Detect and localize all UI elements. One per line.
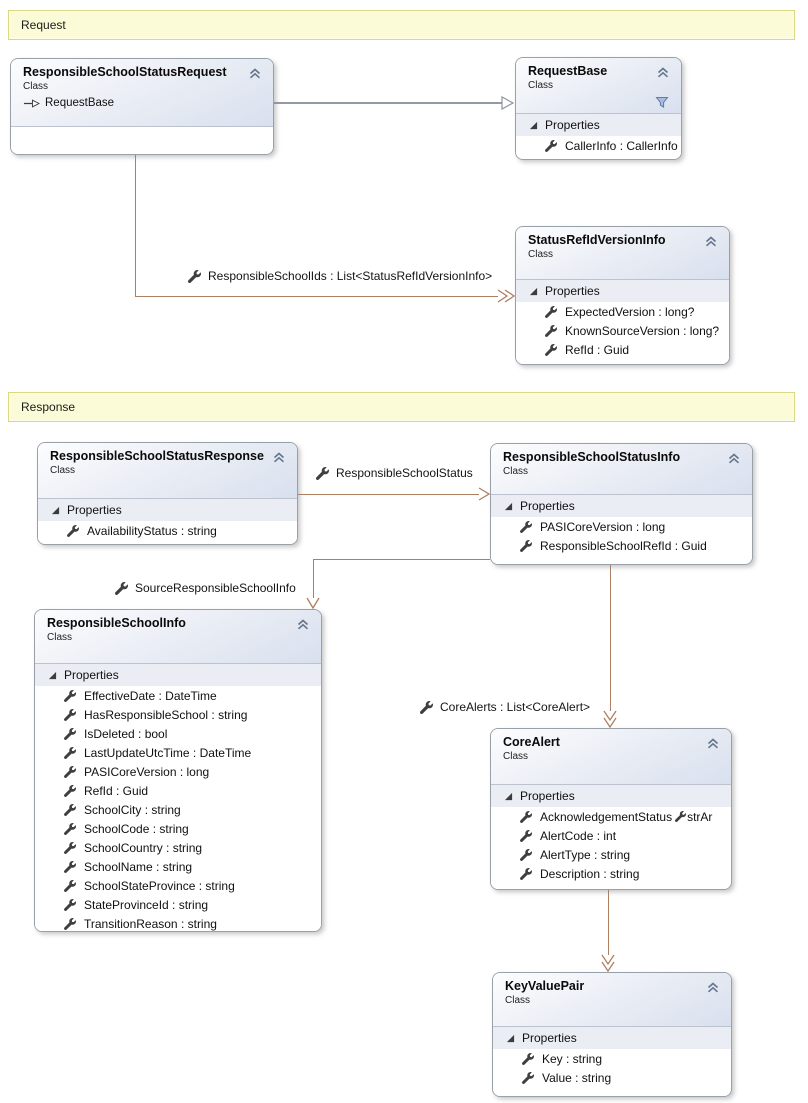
property-wrench-icon [64, 823, 76, 835]
association-connector-responsible-school-ids[interactable] [135, 296, 498, 297]
property-row[interactable] [491, 864, 731, 883]
property-text: CallerInfo : CallerInfo [565, 138, 678, 153]
property-wrench-icon [64, 709, 76, 721]
property-text: IsDeleted : bool [84, 726, 168, 741]
members-compartment [516, 113, 681, 159]
double-chevron-right-arrowhead-icon [497, 289, 515, 303]
property-text: AlertType : string [540, 847, 631, 862]
property-wrench-icon [420, 701, 433, 714]
association-connector-source-responsible-school-info[interactable] [313, 559, 314, 598]
properties-section-header[interactable] [35, 664, 321, 686]
class-name: ResponsibleSchoolStatusRequest [23, 65, 227, 79]
members-compartment [516, 279, 729, 364]
association-connector-responsible-school-status[interactable] [298, 494, 479, 495]
property-text: PASICoreVersion : long [540, 519, 666, 534]
association-label-responsible-school-ids[interactable] [188, 269, 492, 283]
class-box-responsible-school-status-info[interactable] [490, 443, 753, 565]
association-label-core-alerts[interactable] [420, 700, 590, 714]
class-stereotype: Class [505, 995, 531, 1006]
class-box-header [38, 443, 297, 498]
class-stereotype: Class [47, 632, 73, 643]
property-row[interactable] [35, 838, 321, 857]
section-label: Properties [520, 499, 575, 513]
property-wrench-icon [520, 540, 532, 552]
collapse-chevron-icon[interactable] [296, 618, 310, 630]
property-row[interactable] [516, 321, 729, 340]
property-text-pre: AcknowledgementStatus [540, 809, 673, 824]
members-compartment [493, 1026, 731, 1096]
property-text: ExpectedVersion : long? [565, 304, 695, 319]
property-row[interactable] [516, 136, 681, 155]
class-name: ResponsibleSchoolInfo [47, 616, 186, 630]
section-label: Properties [522, 1031, 577, 1045]
section-expander-icon[interactable] [48, 671, 57, 680]
class-name: KeyValuePair [505, 979, 585, 993]
property-row[interactable] [35, 857, 321, 876]
property-wrench-icon [520, 811, 532, 823]
overlapping-wrench-icon [675, 811, 686, 822]
class-stereotype: Class [528, 249, 554, 260]
section-expander-icon[interactable] [506, 1034, 515, 1043]
property-text: EffectiveDate : DateTime [84, 688, 217, 703]
collapse-chevron-icon[interactable] [727, 452, 741, 464]
property-text: RefId : Guid [84, 783, 149, 798]
property-wrench-icon [64, 861, 76, 873]
property-text: Value : string [542, 1070, 612, 1085]
class-stereotype: Class [50, 465, 76, 476]
association-connector-source-responsible-school-info[interactable] [313, 559, 490, 560]
class-box-key-value-pair[interactable] [492, 972, 732, 1097]
property-row[interactable] [516, 340, 729, 359]
property-text: SchoolCode : string [84, 821, 189, 836]
properties-section-header[interactable] [491, 785, 731, 807]
property-row[interactable] [35, 914, 321, 932]
inheritance-connector[interactable] [274, 102, 502, 104]
property-text: TransitionReason : string [84, 916, 217, 931]
class-box-header [491, 444, 752, 494]
class-box-request-base[interactable] [515, 57, 682, 160]
property-wrench-icon [545, 140, 557, 152]
property-wrench-icon [520, 868, 532, 880]
property-row[interactable] [35, 724, 321, 743]
association-label-text: ResponsibleSchoolStatus [336, 466, 473, 480]
section-expander-icon[interactable] [504, 792, 513, 801]
class-box-header [516, 58, 681, 113]
members-compartment [491, 784, 731, 889]
association-connector-responsible-school-ids[interactable] [135, 155, 136, 296]
section-label: Properties [64, 668, 119, 682]
property-text: LastUpdateUtcTime : DateTime [84, 745, 252, 760]
property-text-post: strAr [687, 809, 713, 824]
empty-compartment [11, 126, 273, 154]
property-wrench-icon [316, 467, 329, 480]
property-text: SchoolName : string [84, 859, 193, 874]
property-wrench-icon [64, 918, 76, 930]
class-stereotype: Class [503, 751, 529, 762]
property-wrench-icon [520, 830, 532, 842]
property-wrench-icon [64, 880, 76, 892]
property-row[interactable] [491, 536, 752, 555]
collapse-chevron-icon[interactable] [704, 235, 718, 247]
class-stereotype: Class [23, 81, 49, 92]
property-text [540, 810, 712, 824]
section-expander-icon[interactable] [51, 506, 60, 515]
property-text: KnownSourceVersion : long? [565, 323, 720, 338]
chevron-down-arrowhead-icon [306, 597, 320, 609]
class-box-header [493, 973, 731, 1026]
property-row[interactable] [35, 686, 321, 705]
property-wrench-icon [520, 521, 532, 533]
base-type-name: RequestBase [45, 97, 115, 109]
property-wrench-icon [64, 690, 76, 702]
collapse-chevron-icon[interactable] [272, 451, 286, 463]
property-wrench-icon [545, 344, 557, 356]
properties-section-header[interactable] [493, 1027, 731, 1049]
collapse-chevron-icon[interactable] [248, 67, 262, 79]
filter-icon[interactable] [655, 96, 669, 109]
section-label: Properties [67, 503, 122, 517]
property-wrench-icon [115, 582, 128, 595]
members-compartment [35, 663, 321, 932]
property-row[interactable] [35, 876, 321, 895]
property-text: AlertCode : int [540, 828, 617, 843]
base-type-row[interactable] [23, 97, 261, 109]
property-text: StateProvinceId : string [84, 897, 209, 912]
group-banner-label: Response [21, 400, 76, 414]
class-name: ResponsibleSchoolStatusInfo [503, 450, 681, 464]
property-wrench-icon [522, 1072, 534, 1084]
property-wrench-icon [64, 785, 76, 797]
property-row[interactable] [35, 762, 321, 781]
members-compartment [491, 494, 752, 564]
property-text: RefId : Guid [565, 342, 630, 357]
section-label: Properties [545, 118, 600, 132]
property-text: Description : string [540, 866, 640, 881]
property-row[interactable] [493, 1049, 731, 1068]
property-row[interactable] [493, 1068, 731, 1087]
class-name: StatusRefIdVersionInfo [528, 233, 666, 247]
property-row[interactable] [35, 781, 321, 800]
members-compartment [38, 498, 297, 544]
inheritance-arrow-icon [23, 99, 40, 108]
section-label: Properties [520, 789, 575, 803]
property-row[interactable] [491, 845, 731, 864]
property-text: HasResponsibleSchool : string [84, 707, 248, 722]
class-stereotype: Class [528, 80, 554, 91]
property-wrench-icon [67, 525, 79, 537]
property-wrench-icon [64, 766, 76, 778]
section-label: Properties [545, 284, 600, 298]
property-text: SchoolCity : string [84, 802, 181, 817]
collapse-chevron-icon[interactable] [656, 66, 670, 78]
property-wrench-icon [188, 270, 201, 283]
section-expander-icon[interactable] [529, 287, 538, 296]
association-label-text: CoreAlerts : List<CoreAlert> [440, 700, 591, 714]
property-wrench-icon [64, 804, 76, 816]
group-banner-request[interactable] [8, 10, 795, 40]
property-wrench-icon [520, 849, 532, 861]
group-banner-response[interactable] [8, 392, 795, 422]
property-row[interactable] [35, 800, 321, 819]
class-box-header [516, 227, 729, 279]
properties-section-header[interactable] [38, 499, 297, 521]
association-label-text: SourceResponsibleSchoolInfo [135, 581, 296, 595]
property-row[interactable] [38, 521, 297, 540]
property-row[interactable] [35, 819, 321, 838]
class-name: CoreAlert [503, 735, 560, 749]
inheritance-hollow-triangle-icon [501, 96, 514, 110]
collapse-chevron-icon[interactable] [706, 737, 720, 749]
collapse-chevron-icon[interactable] [706, 981, 720, 993]
class-box-responsible-school-status-request[interactable] [10, 58, 274, 155]
property-row[interactable] [35, 895, 321, 914]
property-text: AvailabilityStatus : string [87, 523, 217, 538]
class-box-status-ref-id-version-info[interactable] [515, 226, 730, 365]
property-wrench-icon [64, 842, 76, 854]
association-label-responsible-school-status[interactable] [316, 466, 473, 480]
association-connector-core-alert-arguments[interactable] [608, 890, 609, 955]
property-text: SchoolStateProvince : string [84, 878, 235, 893]
class-box-responsible-school-info[interactable] [34, 609, 322, 932]
properties-section-header[interactable] [516, 114, 681, 136]
property-row[interactable] [491, 517, 752, 536]
class-stereotype: Class [503, 466, 529, 477]
property-row[interactable] [35, 743, 321, 762]
properties-section-header[interactable] [516, 280, 729, 302]
property-wrench-icon [64, 728, 76, 740]
class-name: ResponsibleSchoolStatusResponse [50, 449, 264, 463]
section-expander-icon[interactable] [504, 502, 513, 511]
property-wrench-icon [545, 306, 557, 318]
property-wrench-icon [64, 899, 76, 911]
property-row-with-overlap[interactable] [491, 807, 731, 826]
double-chevron-down-arrowhead-icon [601, 954, 615, 972]
association-connector-core-alerts[interactable] [610, 565, 611, 711]
group-banner-label: Request [21, 18, 66, 32]
class-box-responsible-school-status-response[interactable] [37, 442, 298, 545]
property-row[interactable] [516, 302, 729, 321]
class-box-core-alert[interactable] [490, 728, 732, 890]
chevron-right-arrowhead-icon [478, 487, 490, 501]
property-wrench-icon [545, 325, 557, 337]
association-label-source-responsible-school-info[interactable] [115, 581, 296, 595]
class-box-header [11, 59, 273, 126]
properties-section-header[interactable] [491, 495, 752, 517]
property-wrench-icon [64, 747, 76, 759]
property-row[interactable] [491, 826, 731, 845]
property-text: SchoolCountry : string [84, 840, 203, 855]
association-label-text: ResponsibleSchoolIds : List<StatusRefIdVersionInfo> [208, 269, 493, 283]
class-name: RequestBase [528, 64, 608, 78]
property-wrench-icon [522, 1053, 534, 1065]
property-text: ResponsibleSchoolRefId : Guid [540, 538, 707, 553]
class-box-header [35, 610, 321, 663]
section-expander-icon[interactable] [529, 121, 538, 130]
property-row[interactable] [35, 705, 321, 724]
property-text: Key : string [542, 1051, 603, 1066]
double-chevron-down-arrowhead-icon [603, 710, 617, 728]
class-box-header [491, 729, 731, 784]
property-text: PASICoreVersion : long [84, 764, 210, 779]
